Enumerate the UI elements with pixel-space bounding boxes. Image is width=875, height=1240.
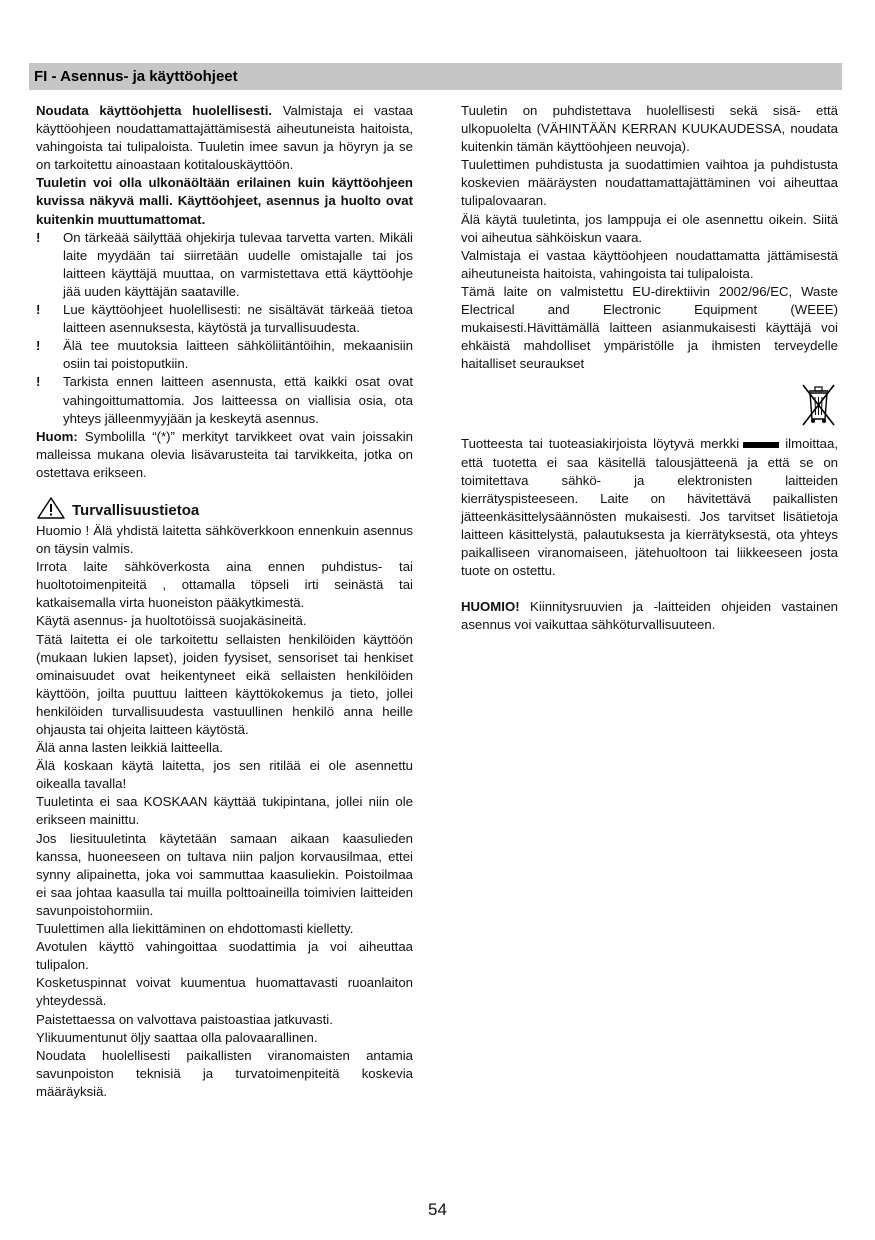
safety-paragraph: Kosketuspinnat voivat kuumentua huomattavasti ruoanlaiton yhteydessä. [36, 975, 413, 1009]
safety-paragraph: Huomio ! Älä yhdistä laitetta sähköverkkoon ennenkuin asennus on täysin valmis. [36, 522, 413, 557]
warning-triangle-icon [36, 496, 66, 520]
safety-paragraph: Paistettaessa on valvottava paistoastiaa jatkuvasti. [36, 1011, 333, 1027]
note-label: Huom: [36, 428, 78, 444]
bullet-item [36, 337, 413, 373]
intro-bold-paragraph: Tuuletin voi olla ulkonäöltään erilainen kuin käyttöohjeen kuvissa näkyvä malli. Käyttöohjeet, asennus ja huolto ovat kuitenkin muuttumattomat. [36, 175, 413, 227]
bullet-item [36, 229, 413, 301]
right-column [461, 102, 838, 634]
page-title: FI - Asennus- ja käyttöohjeet [34, 68, 238, 85]
right-paragraph: Tämä laite on valmistettu EU-direktiivin 2002/96/EC, Waste Electrical and Electronic Equipment (WEEE) mukaisesti.Hävittämällä laitteen asianmukaisesti käyttäjä voi ehkäistä mahdolliset ympäristölle ja ihmisten terveydelle haitalliset seuraukset [461, 283, 838, 372]
intro-text: Valmistaja ei vastaa käyttöohjeen noudattamattajättämisestä aiheutuneista haitoista, vahingoista tai tulipaloista. Tuuletin imee savun ja höyryn ja se on tarkoitettu ainoastaan kotitalouskäyttöön. [36, 103, 413, 173]
exclamation-icon: ! [36, 374, 41, 390]
note-paragraph [36, 428, 413, 482]
warning-label: HUOMIO! [461, 599, 520, 615]
left-column [36, 102, 413, 1101]
safety-paragraph: Tuulettimen alla liekittäminen on ehdottomasti kielletty. [36, 921, 354, 937]
right-paragraph: Älä käytä tuuletinta, jos lamppuja ei ole asennettu oikein. Siitä voi aiheutua sähköiskun vaara. [461, 211, 838, 245]
safety-heading [36, 496, 413, 520]
safety-paragraph: Tuuletinta ei saa KOSKAAN käyttää tukipintana, jollei niin ole erikseen mainittu. [36, 794, 413, 828]
section-header-bar [29, 63, 842, 90]
safety-paragraph: Ylikuumentunut öljy saattaa olla palovaarallinen. [36, 1029, 318, 1045]
right-paragraph: Valmistaja ei vastaa käyttöohjeen noudattamatta jättämisestä aiheutuneista haitoista, vahingoista tai tulipaloista. [461, 247, 838, 281]
safety-title: Turvallisuustietoa [72, 501, 200, 519]
bullet-text: Lue käyttöohjeet huolellisesti: ne sisältävät tärkeää tietoa laitteen asennuksesta, käytöstä ja turvallisuudesta. [63, 302, 413, 336]
weee-text-end: ilmoittaa, että tuotetta ei saa käsitellä talousjätteenä ja että se on toimitettava sähkö- ja elektronisten laitteiden kierrätyspisteeseen. Laite on hävitettävä paikallisten jätteenkäsittelysäännösten mukaisesti. Jos tarvitset lisätietoja laitteen käsittelystä, palautuksesta ja kierrätyksestä, ota yhteys paikalliseen viranomaiseen, jätehuoltoon tai liikkeeseen josta tuote on ostettu. [461, 436, 838, 579]
safety-paragraph: Irrota laite sähköverkosta aina ennen puhdistus- tai huoltotoimenpiteitä , ottamalla töpseli irti seinästä tai katkaisemalla virta huoneiston pääkytkimestä. [36, 559, 413, 611]
safety-paragraph: Älä anna lasten leikkiä laitteella. [36, 740, 223, 756]
black-bar-mark-icon [743, 442, 779, 448]
note-text: Symbolilla “(*)” merkityt tarvikkeet ovat vain joissakin malleissa mukana olevia lisävarusteita tai tarvikkeita, jotka on ostettava erikseen. [36, 428, 413, 480]
exclamation-icon: ! [36, 302, 41, 318]
safety-paragraph: Älä koskaan käytä laitetta, jos sen ritilää ei ole asennettu oikealla tavalla! [36, 758, 413, 792]
weee-symbol-wrap [461, 381, 838, 427]
exclamation-icon: ! [36, 229, 41, 245]
intro-bold: Noudata käyttöohjetta huolellisesti. [36, 103, 273, 118]
intro-paragraph [36, 102, 413, 174]
bullet-text: Tarkista ennen laitteen asennusta, että kaikki osat ovat vahingoittumattomia. Jos laitteessa on viallisia osia, ota yhteys jälleenmyyjään ja keskeytä asennus. [63, 374, 413, 426]
bullet-item [36, 301, 413, 337]
safety-paragraph: Jos liesituuletinta käytetään samaan aikaan kaasulieden kanssa, huoneeseen on tultava niin paljon korvausilmaa, ettei synny alipainetta, joka voi sammuttaa kaasuliekin. Poistoilmaa ei saa johtaa kaasulla tai muilla polttoaineilla toimivien laitteiden savunpoistohormiin. [36, 830, 413, 918]
bullet-item [36, 373, 413, 427]
exclamation-icon: ! [36, 338, 41, 354]
safety-paragraph: Avotulen käyttö vahingoittaa suodattimia ja voi aiheuttaa tulipalon. [36, 939, 413, 973]
right-paragraph: Tuulettimen puhdistusta ja suodattimien vaihtoa ja puhdistusta koskevien määräysten noudattamattajättäminen voi aiheuttaa tulipalovaaran. [461, 157, 838, 209]
warning-paragraph [461, 598, 838, 634]
safety-paragraph: Tätä laitetta ei ole tarkoitettu sellaisten henkilöiden käyttöön (mukaan lukien lapset), joiden fyysiset, sensoriset tai henkiset ominaisuudet ovat heikentyneet eikä sellaisten henkilöiden käyttöön, joilta puuttuu laitteen käyttökokemus ja tieto, jollei henkilöiden turvallisuudesta vastuullinen henkilö anna heille ohjausta tai ohjeita laitteen käytöstä. [36, 631, 413, 737]
right-paragraph: Tuuletin on puhdistettava huolellisesti sekä sisä- että ulkopuolelta (VÄHINTÄÄN KERRAN KUUKAUDESSA, noudata kuitenkin tämän käyttöohjeen neuvoja). [461, 103, 838, 155]
safety-paragraph: Noudata huolellisesti paikallisten viranomaisten antamia savunpoiston teknisiä ja turvatoimenpiteitä koskevia määräyksiä. [36, 1047, 413, 1099]
bullet-text: On tärkeää säilyttää ohjekirja tulevaa tarvetta varten. Mikäli laite myydään tai siirretään uudelle omistajalle tai jos laitteen käyttäjä muuttaa, on varmistettava että käyttöohje jää uuden käyttäjän saataville. [63, 229, 413, 299]
bullet-text: Älä tee muutoksia laitteen sähköliitäntöihin, mekaanisiin osiin tai poistoputkiin. [63, 338, 413, 372]
warning-text: Kiinnitysruuvien ja -laitteiden ohjeiden vastainen asennus voi vaikuttaa sähköturvallisuuteen. [461, 599, 838, 633]
weee-text-start: Tuotteesta tai tuoteasiakirjoista löytyvä merkki [461, 436, 740, 452]
safety-paragraph: Käytä asennus- ja huoltotöissä suojakäsineitä. [36, 613, 307, 629]
crossed-out-bin-icon [798, 381, 838, 427]
weee-paragraph [461, 435, 838, 580]
page-number: 54 [428, 1200, 447, 1219]
